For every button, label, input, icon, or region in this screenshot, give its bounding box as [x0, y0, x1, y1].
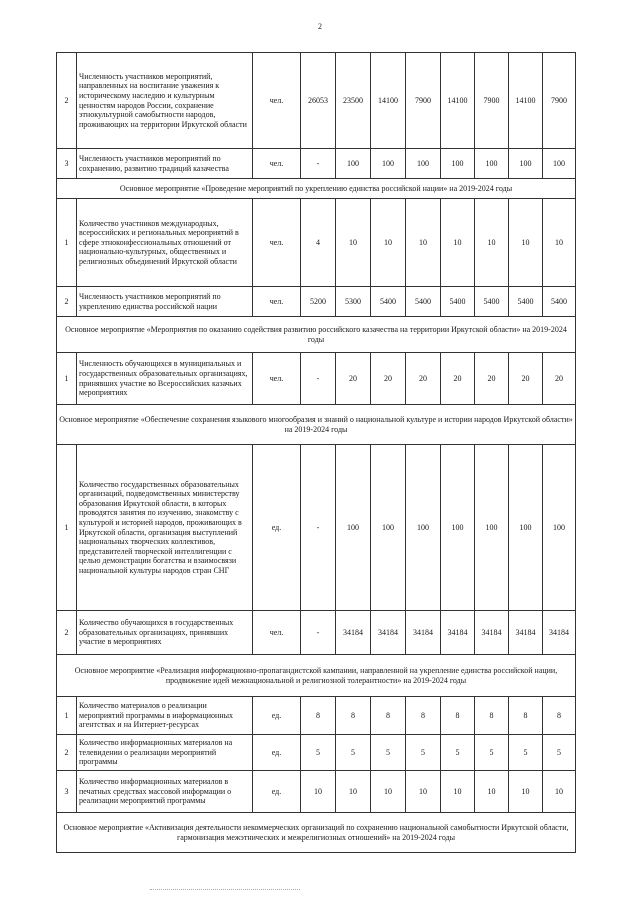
section-title: Основное мероприятие «Активизация деятельности некоммерческих организаций по сохранению национальной самобытности Иркутской области, гармонизация межэтнических и межрелигиозных отношений» на 2019-2024 годы [57, 813, 576, 853]
value-cell: 10 [406, 771, 441, 813]
value-cell: 23500 [336, 53, 371, 149]
value-cell: 20 [406, 353, 441, 405]
value-cell: 34184 [475, 611, 509, 655]
row-number: 1 [57, 445, 77, 611]
value-cell: 8 [406, 697, 441, 735]
value-cell: 8 [509, 697, 543, 735]
value-cell: 20 [543, 353, 576, 405]
value-cell: 5400 [441, 287, 475, 317]
table-row [57, 771, 576, 813]
table-row [57, 199, 576, 287]
section-title: Основное мероприятие «Мероприятия по оказанию содействия развитию российского казачества на территории Иркутской области» на 2019-2024 годы [57, 317, 576, 353]
row-number: 1 [57, 199, 77, 287]
section-row [57, 813, 576, 853]
value-cell: 34184 [336, 611, 371, 655]
value-cell: 8 [441, 697, 475, 735]
value-cell: 8 [543, 697, 576, 735]
table-row [57, 611, 576, 655]
value-cell: 5300 [336, 287, 371, 317]
row-number: 3 [57, 149, 77, 179]
value-cell: 10 [543, 199, 576, 287]
table-row [57, 353, 576, 405]
table-row [57, 697, 576, 735]
value-cell: 100 [543, 445, 576, 611]
value-cell: 14100 [441, 53, 475, 149]
indicator-name: Количество материалов о реализации мероприятий программы в информационных агентствах и на Интернет-ресурсах [77, 697, 253, 735]
section-title: Основное мероприятие «Проведение мероприятий по укреплению единства российской нации» на 2019-2024 годы [57, 179, 576, 199]
value-cell: 5 [475, 735, 509, 771]
value-cell: 100 [371, 149, 406, 179]
value-cell: 10 [509, 199, 543, 287]
value-cell: 5 [509, 735, 543, 771]
value-cell: 5 [301, 735, 336, 771]
value-cell: 34184 [543, 611, 576, 655]
table-row [57, 445, 576, 611]
value-cell: 20 [336, 353, 371, 405]
value-cell: 100 [371, 445, 406, 611]
value-cell: 10 [371, 771, 406, 813]
value-cell: 100 [543, 149, 576, 179]
value-cell: 5 [441, 735, 475, 771]
section-title: Основное мероприятие «Обеспечение сохранения языкового многообразия и знаний о национальной культуре и истории народов Иркутской области» на 2019-2024 годы [57, 405, 576, 445]
indicator-name: Количество государственных образовательных организаций, подведомственных министерству образования Иркутской области, в которых проводятся занятия по изучению, знакомству с культурой и историей народов, проживающих в Иркутской области, организация выступлений национальных творческих коллективов, представителей творческой интеллигенции с целью демонстрации богатства и взаимосвязи национальной культуры народов стран СНГ [77, 445, 253, 611]
value-cell: 20 [371, 353, 406, 405]
value-cell: 34184 [406, 611, 441, 655]
row-number: 3 [57, 771, 77, 813]
page-number: 2 [318, 22, 322, 31]
value-cell: 100 [406, 445, 441, 611]
value-cell: 10 [509, 771, 543, 813]
indicator-name: Количество обучающихся в государственных образовательных организациях, принявших участие в мероприятиях [77, 611, 253, 655]
value-cell: 10 [406, 199, 441, 287]
value-cell: 100 [441, 149, 475, 179]
value-cell: 100 [475, 149, 509, 179]
value-cell: 10 [441, 771, 475, 813]
value-cell: - [301, 149, 336, 179]
value-cell: 100 [475, 445, 509, 611]
value-cell: 7900 [406, 53, 441, 149]
value-cell: 7900 [475, 53, 509, 149]
value-cell: 100 [336, 445, 371, 611]
value-cell: 8 [475, 697, 509, 735]
indicator-name: Численность обучающихся в муниципальных и государственных образовательных организациях, принявших участие во Всероссийских казачьих мероприятиях [77, 353, 253, 405]
table-row [57, 735, 576, 771]
value-cell: 100 [509, 445, 543, 611]
value-cell: 100 [336, 149, 371, 179]
value-cell: 5 [406, 735, 441, 771]
value-cell: 5400 [475, 287, 509, 317]
value-cell: - [301, 445, 336, 611]
section-row [57, 317, 576, 353]
section-row [57, 405, 576, 445]
value-cell: - [301, 353, 336, 405]
value-cell: 34184 [509, 611, 543, 655]
indicator-name: Количество информационных материалов на телевидении о реализации мероприятий программы [77, 735, 253, 771]
section-row [57, 179, 576, 199]
value-cell: 10 [301, 771, 336, 813]
value-cell: 10 [475, 771, 509, 813]
unit-cell: чел. [253, 149, 301, 179]
value-cell: 100 [509, 149, 543, 179]
value-cell: 26053 [301, 53, 336, 149]
value-cell: 5 [371, 735, 406, 771]
row-number: 2 [57, 53, 77, 149]
value-cell: 5400 [543, 287, 576, 317]
value-cell: 10 [371, 199, 406, 287]
value-cell: 5200 [301, 287, 336, 317]
value-cell: 10 [336, 771, 371, 813]
value-cell: 5400 [406, 287, 441, 317]
value-cell: 20 [441, 353, 475, 405]
value-cell: 4 [301, 199, 336, 287]
indicator-name: Количество информационных материалов в печатных средствах массовой информации о реализации мероприятий программы [77, 771, 253, 813]
value-cell: 5 [543, 735, 576, 771]
value-cell: 5400 [371, 287, 406, 317]
value-cell: 100 [441, 445, 475, 611]
value-cell: 14100 [371, 53, 406, 149]
table-row [57, 149, 576, 179]
value-cell: 10 [336, 199, 371, 287]
indicator-name: Численность участников мероприятий по укреплению единства российской нации [77, 287, 253, 317]
value-cell: 10 [441, 199, 475, 287]
section-title: Основное мероприятие «Реализация информационно-пропагандистской кампании, направленной на укрепление единства российской нации, продвижение идей межнациональной и религиозной толерантности» на 2019-2024 годы [57, 655, 576, 697]
value-cell: 34184 [371, 611, 406, 655]
unit-cell: ед. [253, 735, 301, 771]
unit-cell: чел. [253, 53, 301, 149]
unit-cell: ед. [253, 697, 301, 735]
value-cell: 14100 [509, 53, 543, 149]
value-cell: 100 [406, 149, 441, 179]
value-cell: 5 [336, 735, 371, 771]
scan-artifact [150, 889, 300, 891]
indicator-name: Количество участников международных, всероссийских и региональных мероприятий в сфере этноконфессиональных отношений от национально-культурных, общественных и религиозных объединений Иркутской области [77, 199, 253, 287]
unit-cell: ед. [253, 445, 301, 611]
row-number: 2 [57, 287, 77, 317]
unit-cell: чел. [253, 287, 301, 317]
value-cell: 20 [509, 353, 543, 405]
unit-cell: чел. [253, 199, 301, 287]
indicator-name: Численность участников мероприятий, направленных на воспитание уважения к историческому наследию и культурным ценностям народов России, сохранение этнокультурной самобытности народов, проживающих на территории Иркутской области [77, 53, 253, 149]
table-row [57, 53, 576, 149]
value-cell: 8 [336, 697, 371, 735]
table-body [57, 53, 576, 853]
unit-cell: ед. [253, 771, 301, 813]
row-number: 2 [57, 611, 77, 655]
row-number: 1 [57, 353, 77, 405]
indicator-name: Численность участников мероприятий по сохранению, развитию традиций казачества [77, 149, 253, 179]
unit-cell: чел. [253, 611, 301, 655]
value-cell: 8 [371, 697, 406, 735]
row-number: 1 [57, 697, 77, 735]
row-number: 2 [57, 735, 77, 771]
value-cell: - [301, 611, 336, 655]
value-cell: 10 [543, 771, 576, 813]
value-cell: 7900 [543, 53, 576, 149]
value-cell: 10 [475, 199, 509, 287]
value-cell: 5400 [509, 287, 543, 317]
unit-cell: чел. [253, 353, 301, 405]
value-cell: 20 [475, 353, 509, 405]
value-cell: 8 [301, 697, 336, 735]
indicators-table [56, 52, 576, 853]
section-row [57, 655, 576, 697]
value-cell: 34184 [441, 611, 475, 655]
table-row [57, 287, 576, 317]
